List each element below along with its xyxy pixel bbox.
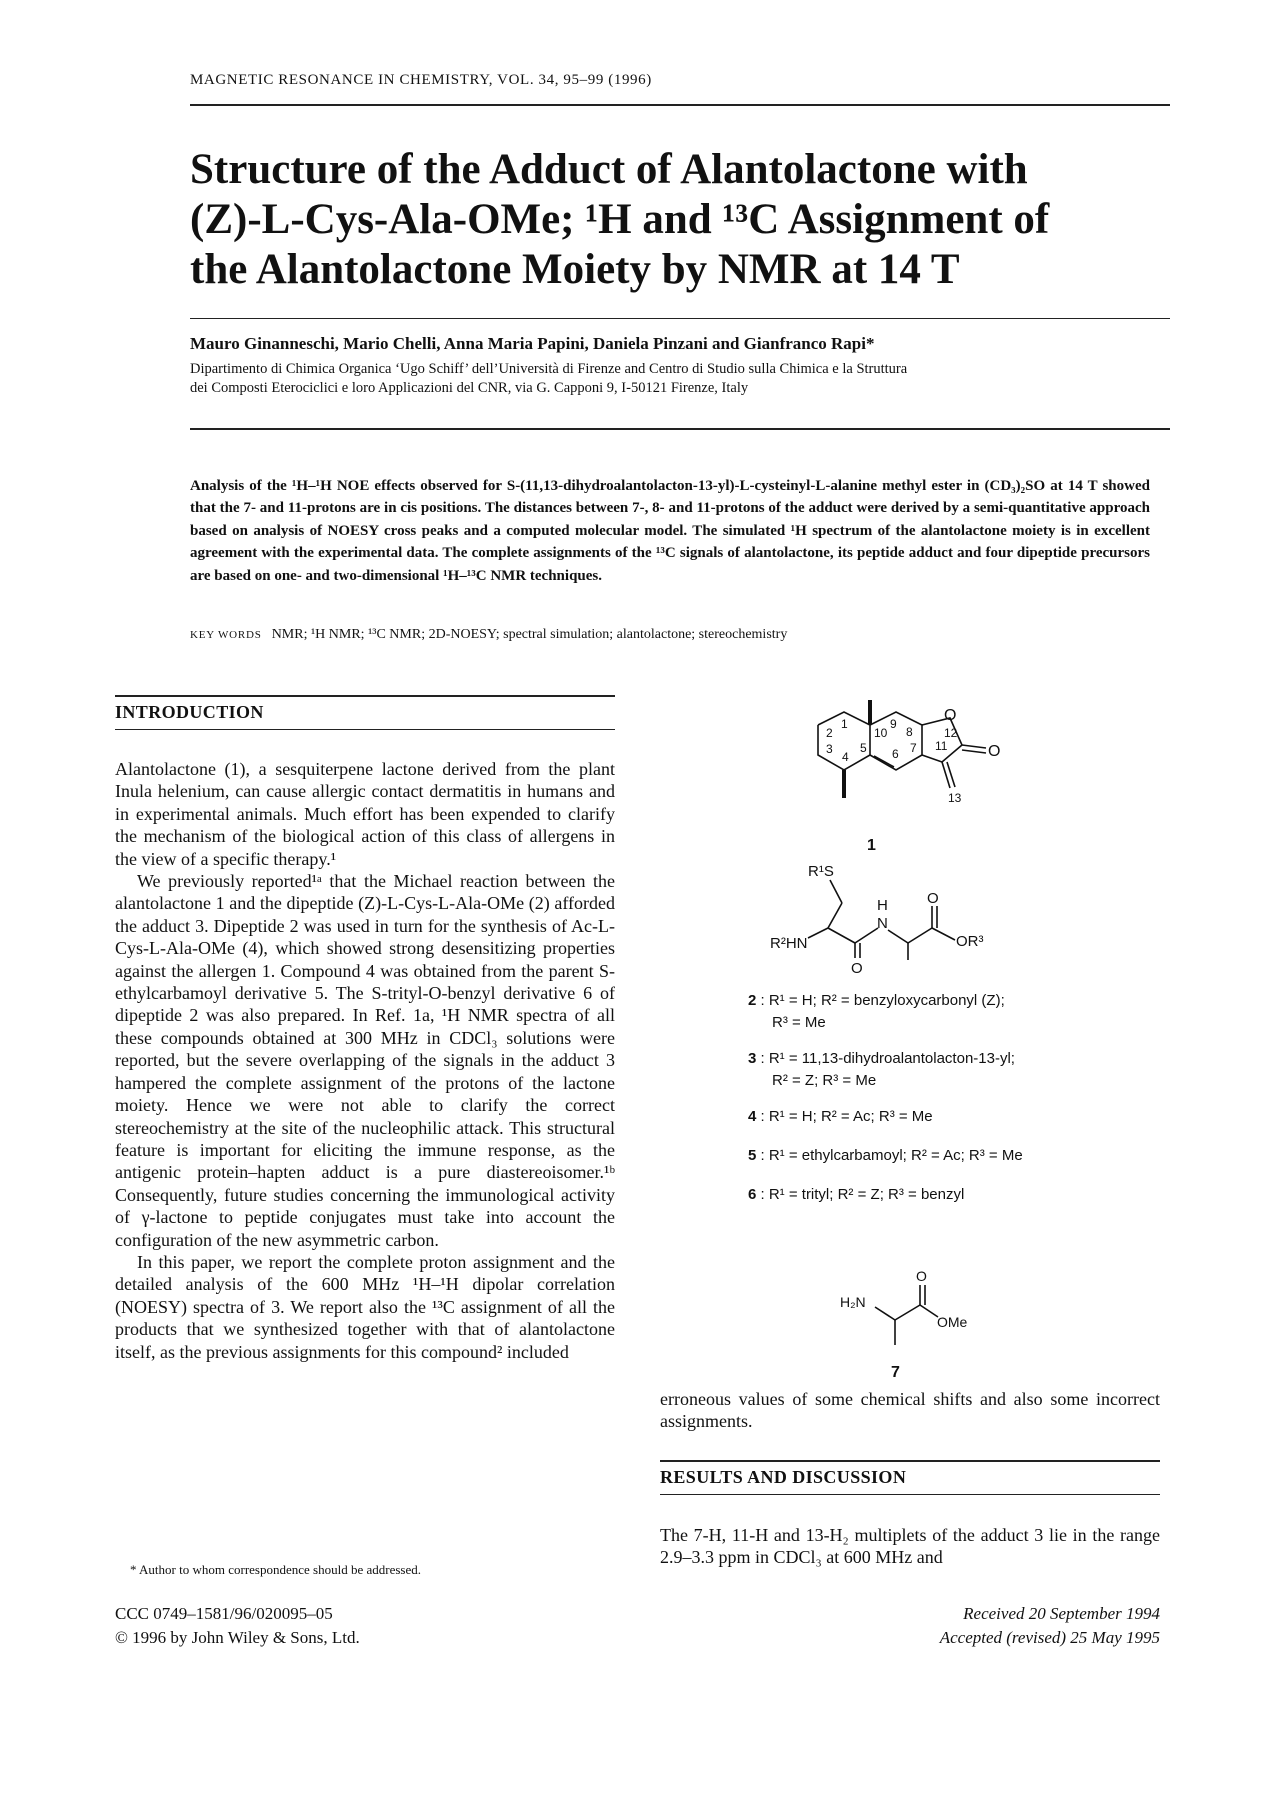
accepted-date: Accepted (revised) 25 May 1995 — [939, 1628, 1160, 1647]
label-h2n: H₂N — [840, 1294, 866, 1310]
header-rule — [190, 104, 1170, 106]
atom-label-3: 3 — [826, 742, 833, 756]
ring-oxygen-label: O — [944, 707, 957, 724]
journal-header: MAGNETIC RESONANCE IN CHEMISTRY, VOL. 34, 95–99 (1996) — [190, 72, 652, 88]
bond-s-ch2 — [830, 880, 842, 903]
bond-calpha2-co — [908, 928, 932, 943]
footnote: * Author to whom correspondence should be addressed. — [130, 1562, 421, 1577]
introduction-body — [115, 758, 615, 1363]
compound-5-line-1: : R¹ = ethylcarbamoyl; R² = Ac; R³ = Me — [760, 1147, 1023, 1164]
authors: Mauro Ginanneschi, Mario Chelli, Anna Maria Papini, Daniela Pinzani and Gianfranco Rapi* — [190, 334, 875, 353]
compound-6-number: 6 — [748, 1186, 757, 1203]
bond-co-or — [932, 928, 955, 940]
intro-paragraph-2: We previously reported¹ᵃ that the Michael reaction between the alantolactone 1 and the dipeptide (Z)-L-Cys-L-Ala-OMe (2) afforded the adduct 3. Dipeptide 2 was used in turn for the synthesis of Ac-L-Cys-L-Ala-OMe (4), which showed strong desensitizing properties against the allergen 1. Compound 4 was obtained from the parent S-ethylcarbamoyl derivative 5. The S-trityl-O-benzyl derivative 6 of dipeptide 2 was also prepared. In Ref. 1a, ¹H NMR spectra of all these compounds obtained at 300 MHz in CDCl₃ solutions were reported, but the severe overlapping of the signals in the adduct 3 hampered the complete assignment of the protons of the lactone moiety. Hence we were not able to clarify the correct stereochemistry at the site of the nucleophilic attack. This structural feature is important for eliciting the immune response, as the antigenic protein–hapten adduct is a pure diastereoisomer.¹ᵇ Consequently, future studies concerning the immunological activity of γ-lactone to peptide conjugates must take into account the configuration of the new asymmetric carbon. — [115, 871, 615, 1250]
results-body: The 7-H, 11-H and 13-H₂ multiplets of the adduct 3 lie in the range 2.9–3.3 ppm in CDCl₃ at 600 MHz and — [660, 1525, 1160, 1568]
bond-ch2-calpha — [828, 903, 842, 928]
bond-n-calpha2 — [888, 930, 908, 943]
atom-label-13: 13 — [948, 791, 962, 805]
label-o-ester: O — [927, 890, 939, 907]
bond-calpha-co — [828, 928, 855, 943]
carbonyl-oxygen-label: O — [988, 743, 1001, 760]
compound-3-line-1: : R¹ = 11,13-dihydroalantolacton-13-yl; — [760, 1050, 1015, 1067]
peptide-structure-diagram — [770, 858, 1070, 978]
intro-top-rule — [115, 695, 615, 697]
intro-paragraph-1: Alantolactone (1), a sesquiterpene lactone derived from the plant Inula helenium, can cause allergic contact dermatitis in humans and in experimental animals. Much effort has been expended to clarify the mechanism of the biological action of this class of allergens in the view of a specific therapy.¹ — [115, 759, 615, 869]
atom-label-8: 8 — [906, 725, 913, 739]
copyright: © 1996 by John Wiley & Sons, Ltd. — [115, 1628, 360, 1647]
results-bottom-rule — [660, 1494, 1160, 1495]
structure-1-diagram — [790, 690, 1050, 855]
affiliation — [190, 360, 1140, 398]
label-n: N — [877, 915, 888, 932]
compound-5-number: 5 — [748, 1147, 757, 1164]
keywords-label: KEY WORDS — [190, 629, 262, 641]
label-r2hn: R²HN — [770, 935, 808, 952]
title-line-2: (Z)-L-Cys-Ala-OMe; ¹H and ¹³C Assignment of — [190, 196, 1050, 243]
compound-4-line-1: : R¹ = H; R² = Ac; R³ = Me — [760, 1108, 933, 1125]
compound-1-number: 1 — [867, 837, 876, 854]
atom-label-9: 9 — [890, 717, 897, 731]
compound-3 — [748, 1048, 1023, 1092]
label-h: H — [877, 897, 888, 914]
compound-6 — [748, 1184, 1023, 1206]
carbonyl-bond-2 — [962, 750, 986, 753]
compound-list — [748, 990, 1023, 1206]
compound-5 — [748, 1145, 1023, 1167]
affiliation-line-2: dei Composti Eterociclici e loro Applicazioni del CNR, via G. Capponi 9, I-50121 Firenze, Italy — [190, 380, 749, 396]
compound-6-line-1: : R¹ = trityl; R² = Z; R³ = benzyl — [760, 1186, 965, 1203]
ccc-code: CCC 0749–1581/96/020095–05 — [115, 1604, 333, 1623]
atom-label-6: 6 — [892, 747, 899, 761]
abstract: Analysis of the ¹H–¹H NOE effects observed for S-(11,13-dihydroalantolacton-13-yl)-L-cysteinyl-L-alanine methyl ester in (CD₃)₂SO at 14 T showed that the 7- and 11-protons are in cis positions. The distances between 7-, 8- and 11-protons of the adduct were derived by a semi-quantitative approach based on analysis of NOESY cross peaks and a computed molecular model. The simulated ¹H spectrum of the alantolactone moiety is in excellent agreement with the experimental data. The complete assignments of the ¹³C signals of alantolactone, its peptide adduct and four dipeptide precursors are based on one- and two-dimensional ¹H–¹³C NMR techniques. — [190, 478, 1150, 584]
right-column-text: erroneous values of some chemical shifts and also some incorrect assignments. — [660, 1389, 1160, 1432]
bond-n-calpha — [875, 1307, 895, 1320]
atom-label-7: 7 — [910, 741, 917, 755]
compound-4 — [748, 1106, 1023, 1128]
keywords-text: NMR; ¹H NMR; ¹³C NMR; 2D-NOESY; spectral simulation; alantolactone; stereochemistry — [271, 627, 788, 642]
introduction-heading: INTRODUCTION — [115, 702, 264, 722]
label-r1s: R¹S — [808, 863, 834, 880]
bond-calpha-co — [895, 1305, 920, 1320]
atom-label-4: 4 — [842, 750, 849, 764]
affiliation-line-1: Dipartimento di Chimica Organica ‘Ugo Schiff’ dell’Università di Firenze and Centro di Studio sulla Chimica e la Struttura — [190, 361, 908, 377]
title-line-3: the Alantolactone Moiety by NMR at 14 T — [190, 246, 960, 293]
compound-2-number: 2 — [748, 992, 757, 1009]
bond-co-ome — [920, 1305, 938, 1317]
atom-label-12: 12 — [944, 726, 958, 740]
compound-2-line-2: R³ = Me — [772, 1014, 826, 1031]
compound-2-line-1: : R¹ = H; R² = benzyloxycarbonyl (Z); — [760, 992, 1005, 1009]
paper-title — [190, 145, 1090, 295]
compound-3-number: 3 — [748, 1050, 757, 1067]
results-top-rule — [660, 1460, 1160, 1462]
label-o-amide: O — [851, 960, 863, 977]
authors-rule — [190, 428, 1170, 430]
compound-2 — [748, 990, 1023, 1034]
atom-label-1: 1 — [841, 717, 848, 731]
bond-co-n — [855, 928, 878, 943]
title-rule — [190, 318, 1170, 319]
title-line-1: Structure of the Adduct of Alantolactone with — [190, 146, 1028, 193]
intro-bottom-rule — [115, 729, 615, 730]
structure-7-diagram — [835, 1265, 1035, 1385]
received-date: Received 20 September 1994 — [963, 1604, 1160, 1623]
compound-4-number: 4 — [748, 1108, 757, 1125]
bond-calpha-nh — [808, 928, 828, 938]
double-bond-5-6 — [874, 756, 894, 767]
intro-paragraph-3: In this paper, we report the complete proton assignment and the detailed analysis of the 600 MHz ¹H–¹H dipolar correlation (NOESY) spectra of 3. We report also the ¹³C assignment of all the products that we synthesized together with that of alantolactone itself, as the previous assignments for this compound² included — [115, 1251, 615, 1362]
label-o: O — [916, 1268, 927, 1284]
compound-3-line-2: R² = Z; R³ = Me — [772, 1072, 877, 1089]
results-heading: RESULTS AND DISCUSSION — [660, 1467, 907, 1487]
atom-label-10: 10 — [874, 726, 888, 740]
atom-label-5: 5 — [860, 741, 867, 755]
keywords — [190, 627, 787, 643]
atom-label-11: 11 — [935, 739, 948, 753]
compound-7-number: 7 — [891, 1364, 900, 1381]
label-or3: OR³ — [956, 933, 984, 950]
carbonyl-bond — [962, 745, 986, 748]
label-ome: OMe — [937, 1314, 968, 1330]
atom-label-2: 2 — [826, 726, 833, 740]
